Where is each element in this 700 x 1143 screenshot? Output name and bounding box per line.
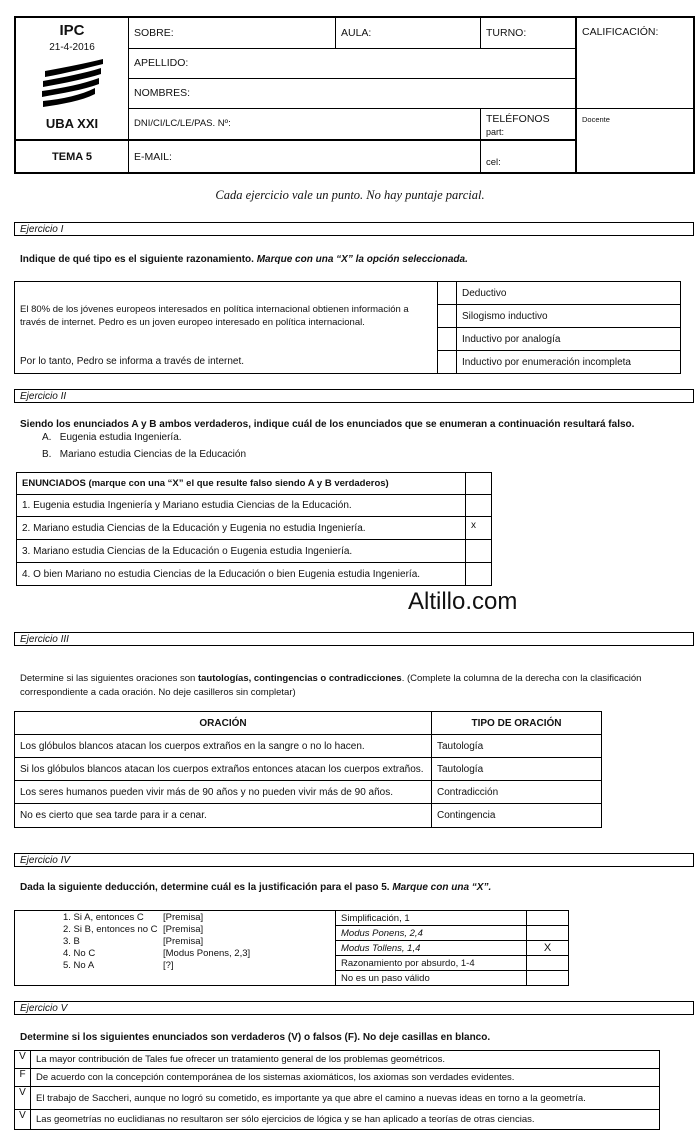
calificacion-field[interactable] <box>576 17 694 108</box>
calificacion-label: CALIFICACIÓN: <box>582 26 659 38</box>
ej3-q-pre: Determine si las siguientes oraciones son <box>20 673 198 684</box>
ej3-col-oracion: ORACIÓN <box>15 712 432 735</box>
ej1-conclusion: Por lo tanto, Pedro se informa a través de internet. <box>15 351 438 374</box>
ejercicio-5-header: Ejercicio V <box>14 1001 694 1015</box>
ejercicio-1-question-emph: Marque con una “X” la opción seleccionada. <box>256 254 468 265</box>
ej2-statement-a <box>42 432 182 443</box>
ej2-row-1: 1. Eugenia estudia Ingeniería y Mariano estudia Ciencias de la Educación. <box>17 495 466 517</box>
ej5-answer-4[interactable]: V <box>15 1109 31 1129</box>
ej4-option-2: Modus Ponens, 2,4 <box>336 926 527 941</box>
ej2-mark-4[interactable] <box>466 563 492 586</box>
ej4-step-3 <box>63 936 250 948</box>
ej2-table-header: ENUNCIADOS (marque con una “X” el que resulte falso siendo A y B verdaderos) <box>17 473 466 495</box>
ej5-row-3: El trabajo de Saccheri, aunque no logró su cometido, es importante ya que abre el camino a nuevas ideas en torno a la geometría. <box>31 1087 660 1109</box>
ej3-type-4[interactable]: Contingencia <box>432 804 602 828</box>
ej1-option-box-3[interactable] <box>438 328 457 351</box>
ej4-steps <box>63 912 250 972</box>
telefonos-label: TELÉFONOS <box>486 112 550 125</box>
header-table <box>14 16 695 174</box>
ej2-row-4: 4. O bien Mariano no estudia Ciencias de la Educación o bien Eugenia estudia Ingeniería. <box>17 563 466 586</box>
cel-label: cel: <box>486 157 501 168</box>
ejercicio-4-header: Ejercicio IV <box>14 853 694 867</box>
ej4-mark-1[interactable] <box>527 911 569 926</box>
ej2-header-box <box>466 473 492 495</box>
ej4-question-text: Dada la siguiente deducción, determine cuál es la justificación para el paso 5. <box>20 882 393 893</box>
ej1-option-1: Deductivo <box>457 282 681 305</box>
ejercicio-5-table <box>14 1050 660 1130</box>
ej2-row-3: 3. Mariano estudia Ciencias de la Educación o Eugenia estudia Ingeniería. <box>17 540 466 563</box>
ej4-option-1: Simplificación, 1 <box>336 911 527 926</box>
ejercicio-1-header: Ejercicio I <box>14 222 694 236</box>
ej1-option-box-1[interactable] <box>438 282 457 305</box>
ej4-step-5-text: 5. No A <box>63 960 95 971</box>
ej4-option-3: Modus Tollens, 1,4 <box>336 941 527 956</box>
ej3-row-4: No es cierto que sea tarde para ir a cenar. <box>15 804 432 828</box>
ej4-mark-2[interactable] <box>527 926 569 941</box>
ej2-statement-b <box>42 449 246 460</box>
ej4-step-2-just: [Premisa] <box>163 924 204 935</box>
ej4-step-1-text: 1. Si A, entonces C <box>63 912 144 923</box>
ej5-answer-1[interactable]: V <box>15 1051 31 1069</box>
ej4-step-4-text: 4. No C <box>63 948 96 959</box>
ej4-step-4-just: [Modus Ponens, 2,3] <box>163 948 251 959</box>
ejercicio-1-question <box>20 254 468 265</box>
ej4-step-5-just: [?] <box>163 960 174 971</box>
ej3-type-1[interactable]: Tautología <box>432 735 602 758</box>
ejercicio-2-question: Siendo los enunciados A y B ambos verdaderos, indique cuál de los enunciados que se enumeran a continuación resultará falso. <box>20 419 635 430</box>
ej1-option-box-4[interactable] <box>438 351 457 374</box>
ej4-step-4 <box>63 948 250 960</box>
ej4-step-3-just: [Premisa] <box>163 936 204 947</box>
ej2-mark-1[interactable] <box>466 495 492 517</box>
ej4-option-4: Razonamiento por absurdo, 1-4 <box>336 956 527 971</box>
ej3-q-bold: tautologías, contingencias o contradicciones <box>197 673 402 684</box>
ej2-row-2: 2. Mariano estudia Ciencias de la Educación y Eugenia no estudia Ingeniería. <box>17 517 466 540</box>
uba-logo-text: UBA XXI <box>45 116 99 131</box>
ejercicio-3-table <box>14 711 602 828</box>
ejercicio-2-header: Ejercicio II <box>14 389 694 403</box>
ej4-step-5 <box>63 960 250 972</box>
exam-date: 21-4-2016 <box>49 42 95 53</box>
ej1-option-2: Silogismo inductivo <box>457 305 681 328</box>
ejercicio-5-question: Determine si los siguientes enunciados son verdaderos (V) o falsos (F). No deje casillas en blanco. <box>20 1032 491 1043</box>
header-logo-cell <box>15 17 129 140</box>
ej3-type-3[interactable]: Contradicción <box>432 781 602 804</box>
ej5-answer-3[interactable]: V <box>15 1087 31 1109</box>
ej1-premise: El 80% de los jóvenes europeos interesados en política internacional obtienen información a través de internet. Pedro es un joven europeo interesado en política internacional. <box>15 282 438 351</box>
email-field[interactable]: E-MAIL: <box>129 140 481 173</box>
ej3-type-2[interactable]: Tautología <box>432 758 602 781</box>
tema-label: TEMA 5 <box>15 140 129 173</box>
ej2-mark-2[interactable]: x <box>466 517 492 540</box>
sobre-field[interactable]: SOBRE: <box>129 17 336 48</box>
aula-field[interactable]: AULA: <box>336 17 481 48</box>
ej4-deduction-cell <box>15 911 336 986</box>
ej2-a-text: Eugenia estudia Ingeniería. <box>59 432 182 443</box>
telefonos-part-field[interactable] <box>481 108 577 140</box>
ej2-a-letter: A. <box>42 432 52 443</box>
ej4-option-5: No es un paso válido <box>336 971 527 986</box>
watermark: Altillo.com <box>408 588 518 615</box>
page-subtitle: Cada ejercicio vale un punto. No hay puntaje parcial. <box>215 188 485 202</box>
ej4-step-1-just: [Premisa] <box>163 912 204 923</box>
uba-logo-icon <box>37 57 107 111</box>
ejercicio-1-question-text: Indique de qué tipo es el siguiente razonamiento. <box>20 254 257 265</box>
ej5-row-1: La mayor contribución de Tales fue ofrecer un tratamiento general de los problemas geométricos. <box>31 1051 660 1069</box>
nombres-field[interactable]: NOMBRES: <box>129 78 577 108</box>
ej4-step-1 <box>63 912 250 924</box>
ejercicio-3-question <box>20 672 680 700</box>
ej1-option-box-2[interactable] <box>438 305 457 328</box>
dni-field[interactable]: DNI/CI/LC/LE/PAS. Nº: <box>129 108 481 140</box>
ej2-b-letter: B. <box>42 449 52 460</box>
ejercicio-4-question <box>20 882 491 893</box>
ej3-row-3: Los seres humanos pueden vivir más de 90 años y no pueden vivir más de 90 años. <box>15 781 432 804</box>
ej5-row-2: De acuerdo con la concepción contemporánea de los sistemas axiomáticos, los axiomas son verdades evidentes. <box>31 1069 660 1087</box>
ejercicio-4-table <box>14 910 569 986</box>
ej1-option-3: Inductivo por analogía <box>457 328 681 351</box>
ej4-mark-5[interactable] <box>527 971 569 986</box>
ejercicio-2-table <box>16 472 492 586</box>
ej4-step-2-text: 2. Si B, entonces no C <box>63 924 158 935</box>
ej3-q-post: . (Complete la columna de la derecha con la clasificación correspondiente a cada oración. No deje casilleros sin completar) <box>20 673 642 698</box>
ej4-step-3-text: 3. B <box>63 936 80 947</box>
ej1-option-4: Inductivo por enumeración incompleta <box>457 351 681 374</box>
ej4-question-emph: Marque con una “X”. <box>392 882 492 893</box>
ejercicio-1-table <box>14 281 681 374</box>
part-label: part: <box>486 126 505 137</box>
ej4-mark-4[interactable] <box>527 956 569 971</box>
ipc-label: IPC <box>59 22 85 39</box>
ejercicio-3-header: Ejercicio III <box>14 632 694 646</box>
ej2-b-text: Mariano estudia Ciencias de la Educación <box>59 449 247 460</box>
docente-label: Docente <box>582 114 610 124</box>
ej4-step-2 <box>63 924 250 936</box>
docente-field[interactable] <box>576 108 694 173</box>
ej5-answer-2[interactable]: F <box>15 1069 31 1087</box>
apellido-field[interactable]: APELLIDO: <box>129 48 577 78</box>
ej3-row-1: Los glóbulos blancos atacan los cuerpos extraños en la sangre o no lo hacen. <box>15 735 432 758</box>
ej4-deduction <box>15 911 335 985</box>
telefonos-cel-field[interactable] <box>481 140 577 173</box>
ej3-col-tipo: TIPO DE ORACIÓN <box>432 712 602 735</box>
ej2-mark-3[interactable] <box>466 540 492 563</box>
turno-field[interactable]: TURNO: <box>481 17 577 48</box>
ej4-mark-3[interactable]: X <box>527 941 569 956</box>
ej5-row-4: Las geometrías no euclidianas no resultaron ser sólo ejercicios de lógica y se han aplicado a teorías de otras ciencias. <box>31 1109 660 1129</box>
ej3-row-2: Si los glóbulos blancos atacan los cuerpos extraños entonces atacan los cuerpos extraños. <box>15 758 432 781</box>
